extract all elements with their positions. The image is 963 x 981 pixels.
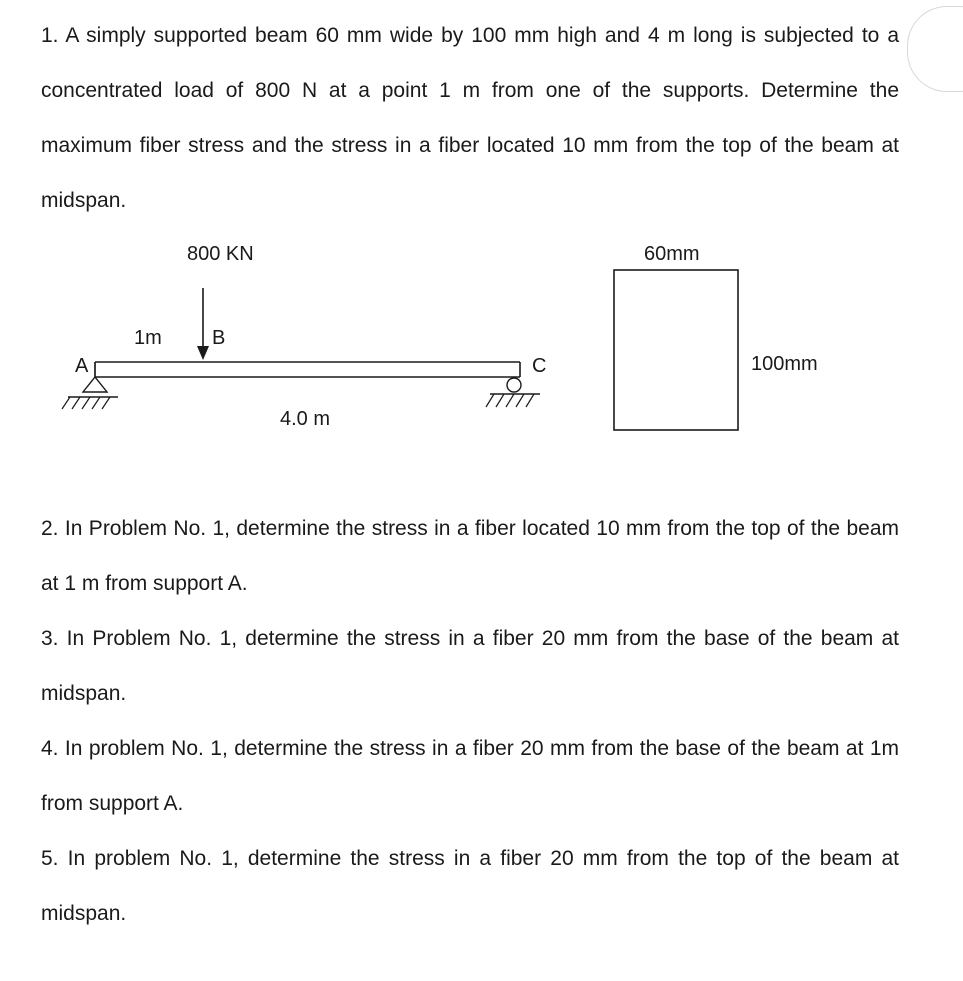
problem-4-text: 4. In problem No. 1, determine the stress in a fiber 20 mm from the base of the beam at 1m from support A.	[41, 737, 899, 815]
distance-label: 1m	[134, 327, 162, 349]
load-label: 800 KN	[187, 243, 254, 265]
section-width-label: 60mm	[644, 243, 700, 265]
load-arrow	[197, 288, 209, 360]
problem-2-text: 2. In Problem No. 1, determine the stress in a fiber located 10 mm from the top of the beam at 1 m from support A.	[41, 517, 899, 595]
span-label: 4.0 m	[280, 408, 331, 430]
point-b-label: B	[212, 327, 226, 349]
problem-1-text: 1. A simply supported beam 60 mm wide by 100 mm high and 4 m long is subjected to a concentrated load of 800 N at a point 1 m from one of the supports. Determine the maximum fiber stress and the stress in a fiber located 10 mm from the top of the beam at midspan.	[41, 24, 899, 212]
roller-support-c	[486, 378, 540, 407]
support-c-label: C	[532, 355, 547, 377]
pin-support-a	[62, 362, 118, 409]
cross-section-rect	[614, 270, 738, 430]
problem-5-text: 5. In problem No. 1, determine the stress in a fiber 20 mm from the top of the beam at midspan.	[41, 847, 899, 925]
support-a-label: A	[75, 355, 89, 377]
problem-3-text: 3. In Problem No. 1, determine the stress in a fiber 20 mm from the base of the beam at midspan.	[41, 627, 899, 705]
section-height-label: 100mm	[751, 353, 818, 375]
